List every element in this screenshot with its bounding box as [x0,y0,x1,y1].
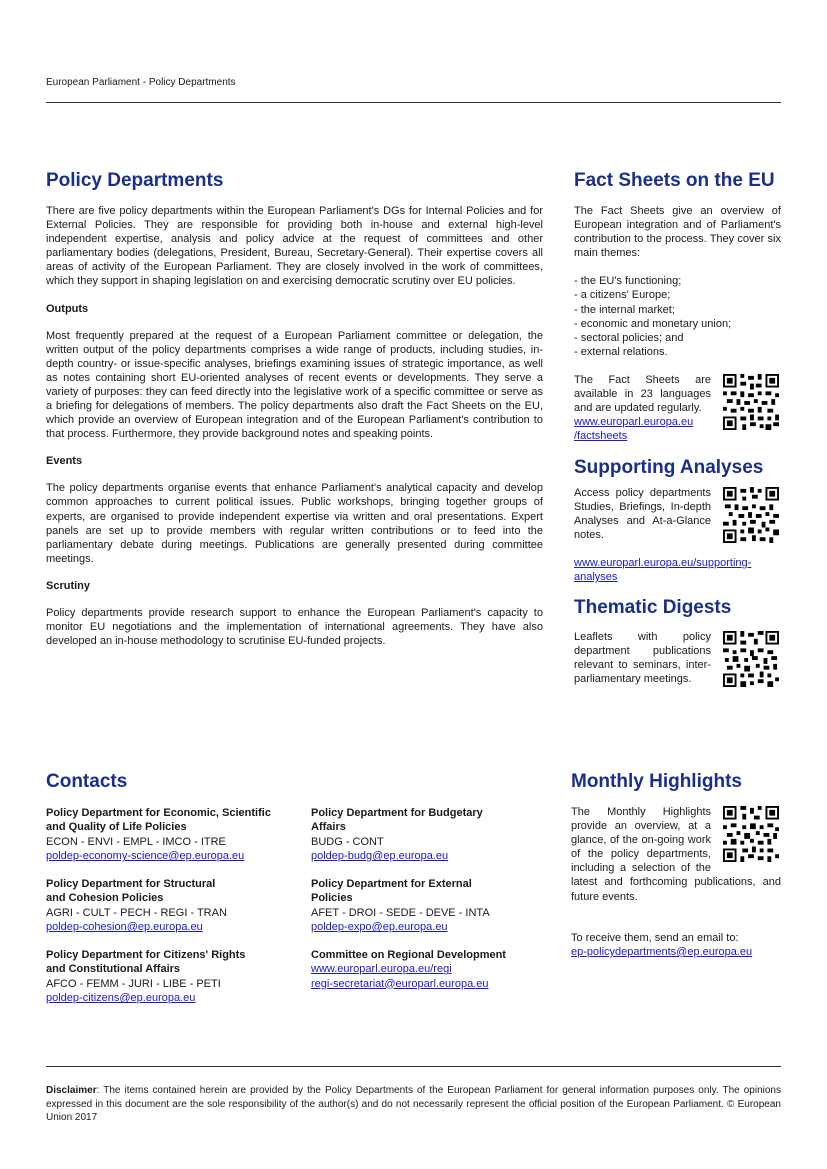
factsheets-intro: The Fact Sheets give an overview of European integration and of Parliament's contribution to the process. They cover six main themes: [574,205,781,260]
thematic-qr-code [722,631,780,687]
contact-email-link[interactable]: poldep-budg@ep.europa.eu [311,850,449,863]
outputs-text: Most frequently prepared at the request of a European Parliament committee or delegation, the written output of the policy departments comprises a wide range of products, including studies, in-depth country- or issue-specific analyses, briefings examining issues of strategic importance, as well as notes containing short EU-oriented analyses of recent events or developments. They serve a variety of purposes: they can feed directly into the legislative work of a specific committee or serve as a briefing for delegations of members. The policy departments also draft the Fact Sheets on the EU, which provide an overview of European integration and of the European Parliament's contribution to that process. Furthermore, they provide background notes and speaking points. [46,329,543,441]
factsheets-availability: The Fact Sheets are available in 23 languages and are updated regularly. [574,374,711,415]
events-text: The policy departments organise events that enhance Parliament's analytical capacity and develop common approaches to current political issues. Public workshops, bringing together groups of experts, are organised to provide independent expertise via written and oral presentations. Expert panels are set up to provide members with regular written contributions or to feed into the parliamentary debate during meetings. Publications are generally presented during committee meetings. [46,482,543,565]
header-divider [46,102,781,103]
contacts-title: Contacts [46,771,128,792]
factsheets-link[interactable]: www.europarl.europa.eu /factsheets [574,416,694,443]
supporting-text: Access policy departments Studies, Briefings, In-depth Analyses and At-a-Glance notes. [574,487,711,542]
thematic-title: Thematic Digests [574,597,732,618]
theme-item: - sectoral policies; and [574,331,684,344]
contact-regional: Committee on Regional Development www.europarl.europa.eu/regi regi-secretariat@europarl.europa.eu [311,948,551,991]
contact-email-link[interactable]: poldep-cohesion@ep.europa.eu [46,921,203,934]
contact-web-link[interactable]: www.europarl.europa.eu/regi [311,963,452,976]
disclaimer [46,1084,781,1125]
contact-citizens: Policy Department for Citizens' Rights and Constitutional Affairs AFCO - FEMM - JURI - LIBE - PETI poldep-citizens@ep.europa.eu [46,949,246,1005]
supporting-qr-code [722,487,780,543]
contact-cohesion: Policy Department for Structural and Cohesion Policies AGRI - CULT - PECH - REGI - TRAN poldep-cohesion@ep.europa.eu [46,878,227,934]
theme-item: - economic and monetary union; [574,317,732,330]
factsheets-title: Fact Sheets on the EU [574,170,775,191]
supporting-title: Supporting Analyses [574,457,764,478]
policy-title: Policy Departments [46,170,224,191]
policy-intro: There are five policy departments within the European Parliament's DGs for Internal Policies and for External Policies. They are responsible for providing both in-house and external high-level independent expertise, analysis and policy advice at the request of committees and other parliamentary bodies (delegations, President, Bureau, Secretary-General). Their expertise covers all areas of activity of the European Parliament. They are closely involved in the work of committees, which they support in shaping legislation on and exercising democratic scrutiny over EU policies. [46,205,543,288]
contact-email-link[interactable]: poldep-expo@ep.europa.eu [311,921,448,934]
contact-email-link[interactable]: poldep-citizens@ep.europa.eu [46,992,196,1005]
factsheets-qr-code [722,374,780,430]
contact-external: Policy Department for External Policies AFET - DROI - SEDE - DEVE - INTA poldep-expo@ep.europa.eu [311,878,490,934]
events-heading: Events [46,455,83,468]
contact-budgetary: Policy Department for Budgetary Affairs BUDG - CONT poldep-budg@ep.europa.eu [311,807,483,863]
theme-item: - external relations. [574,345,668,358]
theme-item: - a citizens' Europe; [574,289,671,302]
outputs-heading: Outputs [46,302,89,315]
thematic-text: Leaflets with policy department publications relevant to seminars, inter-parliamentary meetings. [574,631,711,686]
disclaimer-label: Disclaimer [46,1085,97,1096]
factsheets-theme-list [574,274,781,359]
page-header: European Parliament - Policy Departments [46,77,236,88]
contact-email-link[interactable]: regi-secretariat@europarl.europa.eu [311,977,489,990]
contact-email-link[interactable]: poldep-economy-science@ep.europa.eu [46,850,245,863]
monthly-title: Monthly Highlights [571,771,742,792]
scrutiny-text: Policy departments provide research support to enhance the European Parliament's capacity to monitor EU negotiations and the implementation of international agreements. They have also developed an in-house methodology to scrutinise EU-funded projects. [46,606,543,648]
monthly-text: The Monthly Highlights provide an overview, at a glance, of the on-going work of the policy departments, including a selection of the latest and forthcoming publications, and future events. [571,806,781,903]
footer-divider [46,1066,781,1067]
scrutiny-heading: Scrutiny [46,579,91,592]
contact-economy: Policy Department for Economic, Scientific and Quality of Life Policies ECON - ENVI - EMPL - IMCO - ITRE poldep-economy-science@ep.europa.eu [46,807,271,863]
disclaimer-text: : The items contained herein are provided by the Policy Departments of the European Parliament for general information purposes only. The opinions expressed in this document are the sole responsibility of the author(s) and do not necessarily represent the official position of the European Parliament. © European Union 2017 [46,1085,781,1123]
supporting-link[interactable]: www.europarl.europa.eu/supporting- analyses [574,557,752,584]
monthly-email-link[interactable]: ep-policydepartments@ep.europa.eu [571,946,753,958]
monthly-cta: To receive them, send an email to: [571,932,739,944]
theme-item: - the EU's functioning; [574,275,682,288]
theme-item: - the internal market; [574,303,675,316]
